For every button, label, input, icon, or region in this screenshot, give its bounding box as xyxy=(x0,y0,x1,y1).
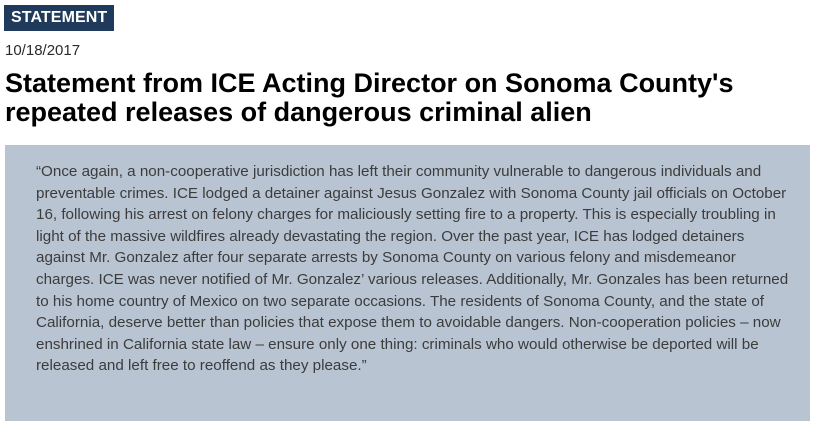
quote-text: “Once again, a non-cooperative jurisdiction has left their community vulnerable to dangerous individuals and preventable crimes. ICE lodged a detainer against Jesus Gonzalez with Sonoma County jail officials on October 16, following his arrest on felony charges for maliciously setting fire to a property. This is especially troubling in light of the massive wildfires already devastating the region. Over the past year, ICE has lodged detainers against Mr. Gonzalez after four separate arrests by Sonoma County on various felony and misdemeanor charges. ICE was never notified of Mr. Gonzalez’ various releases. Additionally, Mr. Gonzales has been returned to his home country of Mexico on two separate occasions. The residents of Sonoma County, and the state of California, deserve better than policies that expose them to avoidable dangers. Non-cooperation policies – now enshrined in California state law – ensure only one thing: criminals who would otherwise be deported will be released and left free to reoffend as they please.” xyxy=(36,163,789,375)
quote-box xyxy=(5,145,810,421)
publish-date: 10/18/2017 xyxy=(5,42,81,59)
page-title: Statement from ICE Acting Director on Sonoma County's repeated releases of dangerous criminal alien xyxy=(5,68,734,127)
statement-badge: STATEMENT xyxy=(4,5,114,31)
